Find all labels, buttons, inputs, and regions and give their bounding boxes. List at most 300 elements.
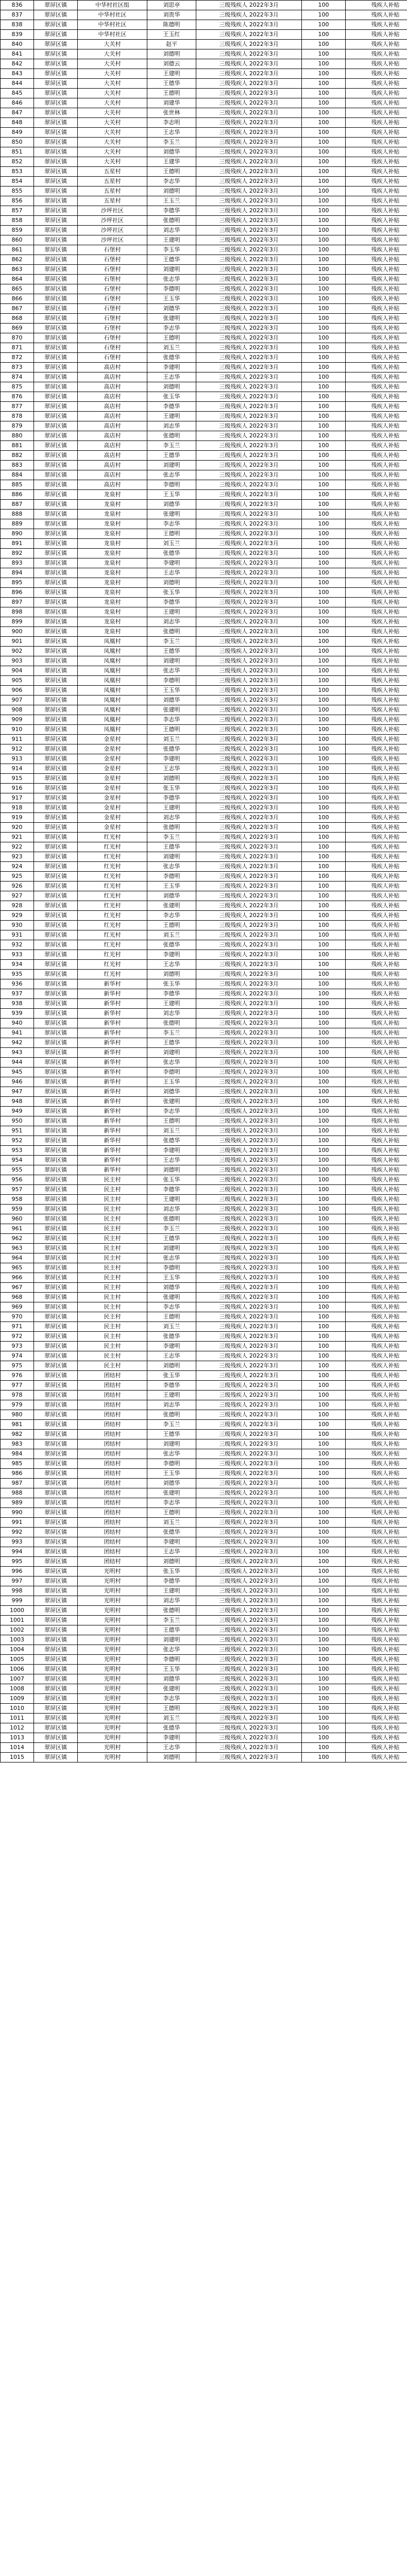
table-cell: 新华村: [78, 1126, 147, 1136]
table-cell: 100: [302, 1723, 346, 1733]
table-cell: 残疾人补贴: [346, 314, 407, 324]
table-cell: 翠屏区镇: [34, 1136, 78, 1146]
table-cell: 龙泉村: [78, 529, 147, 539]
table-cell: 三级残疾人 2022年3月: [196, 1067, 302, 1077]
table-cell: 残疾人补贴: [346, 69, 407, 79]
table-cell: 石堡村: [78, 255, 147, 265]
table-cell: 999: [1, 1596, 34, 1606]
table-cell: 翠屏区镇: [34, 1332, 78, 1342]
table-cell: 100: [302, 1371, 346, 1381]
table-cell: 100: [302, 1107, 346, 1116]
table-cell: 944: [1, 1058, 34, 1067]
table-cell: 100: [302, 676, 346, 686]
table-cell: 948: [1, 1097, 34, 1107]
table-cell: 三级残疾人 2022年3月: [196, 1459, 302, 1469]
table-cell: 100: [302, 1244, 346, 1253]
table-cell: 残疾人补贴: [346, 1391, 407, 1400]
table-cell: 三级残疾人 2022年3月: [196, 1283, 302, 1293]
table-cell: 李德明: [147, 1263, 196, 1273]
table-cell: 三级残疾人 2022年3月: [196, 1185, 302, 1195]
table-cell: 100: [302, 930, 346, 940]
table-cell: 985: [1, 1459, 34, 1469]
table-cell: 翠屏区镇: [34, 1586, 78, 1596]
table-cell: 新华村: [78, 1156, 147, 1165]
table-cell: 翠屏区镇: [34, 187, 78, 196]
table-cell: 团结村: [78, 1537, 147, 1547]
table-cell: 100: [302, 441, 346, 451]
table-cell: 翠屏区镇: [34, 1488, 78, 1498]
table-cell: 三级残疾人 2022年3月: [196, 656, 302, 666]
table-cell: 残疾人补贴: [346, 793, 407, 803]
table-cell: 993: [1, 1537, 34, 1547]
table-cell: 100: [302, 744, 346, 754]
table-cell: 金星村: [78, 784, 147, 793]
table-cell: 刘德明: [147, 187, 196, 196]
table-cell: 光明村: [78, 1704, 147, 1714]
table-cell: 863: [1, 265, 34, 275]
table-cell: 王志华: [147, 1351, 196, 1361]
table-cell: 958: [1, 1195, 34, 1205]
table-cell: 翠屏区镇: [34, 1625, 78, 1635]
table-cell: 三级残疾人 2022年3月: [196, 1567, 302, 1577]
table-cell: 残疾人补贴: [346, 1185, 407, 1195]
table-cell: 翠屏区镇: [34, 461, 78, 470]
table-row: [1, 333, 407, 343]
table-cell: 光明村: [78, 1665, 147, 1674]
table-cell: 100: [302, 108, 346, 118]
table-cell: 931: [1, 930, 34, 940]
table-cell: 100: [302, 901, 346, 911]
table-cell: 翠屏区镇: [34, 59, 78, 69]
table-cell: 大关村: [78, 59, 147, 69]
table-cell: 金星村: [78, 754, 147, 764]
table-cell: 张德华: [147, 1528, 196, 1537]
table-cell: 907: [1, 696, 34, 705]
table-cell: 残疾人补贴: [346, 421, 407, 431]
table-cell: 红光村: [78, 960, 147, 970]
table-cell: 大关村: [78, 128, 147, 138]
table-cell: 残疾人补贴: [346, 138, 407, 147]
table-cell: 李玉华: [147, 245, 196, 255]
table-cell: 刘建明: [147, 852, 196, 862]
table-cell: 翠屏区镇: [34, 206, 78, 216]
table-cell: 100: [302, 1655, 346, 1665]
table-row: [1, 1557, 407, 1567]
table-cell: 龙泉村: [78, 617, 147, 627]
table-cell: 100: [302, 979, 346, 989]
table-cell: 翠屏区镇: [34, 784, 78, 793]
table-cell: 1013: [1, 1733, 34, 1743]
table-cell: 新华村: [78, 1116, 147, 1126]
table-cell: 841: [1, 49, 34, 59]
table-cell: 凤凰村: [78, 666, 147, 676]
table-cell: 李德华: [147, 1381, 196, 1391]
table-cell: 光明村: [78, 1655, 147, 1665]
table-cell: 100: [302, 1253, 346, 1263]
table-cell: 翠屏区镇: [34, 402, 78, 412]
table-row: [1, 1665, 407, 1674]
table-cell: 残疾人补贴: [346, 1244, 407, 1253]
table-cell: 三级残疾人 2022年3月: [196, 862, 302, 872]
table-cell: 927: [1, 891, 34, 901]
table-cell: 残疾人补贴: [346, 1469, 407, 1479]
table-cell: 红光村: [78, 921, 147, 930]
table-cell: 三级残疾人 2022年3月: [196, 1469, 302, 1479]
table-cell: 翠屏区镇: [34, 1547, 78, 1557]
table-cell: 团结村: [78, 1430, 147, 1439]
table-cell: 969: [1, 1302, 34, 1312]
table-row: [1, 1214, 407, 1224]
table-cell: 刘建明: [147, 656, 196, 666]
table-cell: 三级残疾人 2022年3月: [196, 1097, 302, 1107]
table-row: [1, 872, 407, 882]
table-cell: 残疾人补贴: [346, 1479, 407, 1488]
table-cell: 100: [302, 862, 346, 872]
table-cell: 翠屏区镇: [34, 656, 78, 666]
table-cell: 李玉兰: [147, 1616, 196, 1625]
table-cell: 团结村: [78, 1449, 147, 1459]
table-cell: 王建明: [147, 412, 196, 421]
table-cell: 100: [302, 412, 346, 421]
table-cell: 翠屏区镇: [34, 1674, 78, 1684]
table-cell: 三级残疾人 2022年3月: [196, 304, 302, 314]
table-cell: 翠屏区镇: [34, 1714, 78, 1723]
table-cell: 红光村: [78, 970, 147, 979]
table-row: [1, 833, 407, 842]
table-cell: 1005: [1, 1655, 34, 1665]
table-cell: 残疾人补贴: [346, 1077, 407, 1087]
table-cell: 残疾人补贴: [346, 1195, 407, 1205]
table-cell: 新华村: [78, 1077, 147, 1087]
table-cell: 翠屏区镇: [34, 1723, 78, 1733]
table-cell: 残疾人补贴: [346, 715, 407, 725]
table-cell: 859: [1, 226, 34, 235]
table-cell: 954: [1, 1156, 34, 1165]
table-cell: 高店村: [78, 363, 147, 372]
table-cell: 翠屏区镇: [34, 1048, 78, 1058]
table-cell: 851: [1, 147, 34, 157]
table-cell: 残疾人补贴: [346, 686, 407, 696]
table-cell: 张志华: [147, 666, 196, 676]
table-cell: 三级残疾人 2022年3月: [196, 1420, 302, 1430]
table-cell: 翠屏区镇: [34, 1273, 78, 1283]
table-cell: 红光村: [78, 930, 147, 940]
table-cell: 新华村: [78, 1058, 147, 1067]
table-cell: 李志华: [147, 1694, 196, 1704]
table-cell: 李德华: [147, 1577, 196, 1586]
table-cell: 李志华: [147, 1107, 196, 1116]
table-cell: 845: [1, 89, 34, 98]
table-cell: 956: [1, 1175, 34, 1185]
table-cell: 872: [1, 353, 34, 363]
table-cell: 残疾人补贴: [346, 1361, 407, 1371]
table-cell: 残疾人补贴: [346, 304, 407, 314]
table-cell: 李德华: [147, 1185, 196, 1195]
table-cell: 三级残疾人 2022年3月: [196, 950, 302, 960]
table-cell: 团结村: [78, 1391, 147, 1400]
table-cell: 残疾人补贴: [346, 852, 407, 862]
table-row: [1, 1733, 407, 1743]
table-cell: 残疾人补贴: [346, 578, 407, 588]
table-cell: 民主村: [78, 1205, 147, 1214]
table-cell: 100: [302, 510, 346, 519]
table-cell: 残疾人补贴: [346, 1371, 407, 1381]
table-cell: 三级残疾人 2022年3月: [196, 1586, 302, 1596]
table-row: [1, 343, 407, 353]
table-cell: 100: [302, 784, 346, 793]
table-cell: 946: [1, 1077, 34, 1087]
table-cell: 翠屏区镇: [34, 1, 78, 10]
table-cell: 三级残疾人 2022年3月: [196, 529, 302, 539]
table-cell: 刘玉兰: [147, 930, 196, 940]
table-cell: 三级残疾人 2022年3月: [196, 382, 302, 392]
table-cell: 李玉兰: [147, 1420, 196, 1430]
table-cell: 翠屏区镇: [34, 147, 78, 157]
table-cell: 李玉兰: [147, 637, 196, 647]
table-cell: 残疾人补贴: [346, 79, 407, 89]
table-cell: 翠屏区镇: [34, 666, 78, 676]
table-cell: 三级残疾人 2022年3月: [196, 1704, 302, 1714]
table-row: [1, 1577, 407, 1586]
table-cell: 三级残疾人 2022年3月: [196, 461, 302, 470]
table-cell: 李志华: [147, 324, 196, 333]
table-cell: 三级残疾人 2022年3月: [196, 69, 302, 79]
table-cell: 三级残疾人 2022年3月: [196, 1439, 302, 1449]
table-cell: 团结村: [78, 1469, 147, 1479]
table-cell: 光明村: [78, 1616, 147, 1625]
table-cell: 王建明: [147, 999, 196, 1009]
table-cell: 团结村: [78, 1498, 147, 1508]
table-row: [1, 490, 407, 500]
table-row: [1, 20, 407, 30]
table-cell: 李建明: [147, 950, 196, 960]
table-cell: 100: [302, 872, 346, 882]
table-cell: 三级残疾人 2022年3月: [196, 372, 302, 382]
table-cell: 新华村: [78, 1107, 147, 1116]
table-cell: 翠屏区镇: [34, 1077, 78, 1087]
table-cell: 龙泉村: [78, 490, 147, 500]
table-cell: 三级残疾人 2022年3月: [196, 1195, 302, 1205]
table-cell: 翠屏区镇: [34, 265, 78, 275]
table-cell: 三级残疾人 2022年3月: [196, 1146, 302, 1156]
table-row: [1, 1019, 407, 1028]
table-cell: 凤凰村: [78, 686, 147, 696]
table-cell: 残疾人补贴: [346, 598, 407, 607]
table-cell: 翠屏区镇: [34, 568, 78, 578]
table-cell: 大关村: [78, 157, 147, 167]
table-cell: 残疾人补贴: [346, 1723, 407, 1733]
table-cell: 刘玉兰: [147, 735, 196, 744]
table-cell: 880: [1, 431, 34, 441]
table-cell: 100: [302, 187, 346, 196]
table-cell: 100: [302, 1263, 346, 1273]
table-row: [1, 970, 407, 979]
table-cell: 残疾人补贴: [346, 1312, 407, 1322]
table-cell: 残疾人补贴: [346, 235, 407, 245]
table-cell: 残疾人补贴: [346, 744, 407, 754]
table-row: [1, 284, 407, 294]
table-cell: 三级残疾人 2022年3月: [196, 98, 302, 108]
table-row: [1, 363, 407, 372]
table-cell: 残疾人补贴: [346, 764, 407, 774]
table-cell: 1001: [1, 1616, 34, 1625]
table-cell: 940: [1, 1019, 34, 1028]
table-cell: 840: [1, 40, 34, 49]
table-cell: 100: [302, 1606, 346, 1616]
table-cell: 100: [302, 1616, 346, 1625]
table-cell: 龙泉村: [78, 510, 147, 519]
table-cell: 残疾人补贴: [346, 1293, 407, 1302]
table-cell: 刘玉兰: [147, 343, 196, 353]
table-cell: 残疾人补贴: [346, 245, 407, 255]
table-cell: 团结村: [78, 1528, 147, 1537]
table-cell: 王建明: [147, 1391, 196, 1400]
table-cell: 953: [1, 1146, 34, 1156]
table-cell: 100: [302, 1283, 346, 1293]
table-cell: 翠屏区镇: [34, 901, 78, 911]
table-row: [1, 1293, 407, 1302]
table-row: [1, 402, 407, 412]
table-cell: 988: [1, 1488, 34, 1498]
table-cell: 三级残疾人 2022年3月: [196, 1665, 302, 1674]
table-cell: 翠屏区镇: [34, 823, 78, 833]
table-cell: 翠屏区镇: [34, 617, 78, 627]
table-cell: 100: [302, 1273, 346, 1283]
table-row: [1, 1596, 407, 1606]
table-cell: 100: [302, 1038, 346, 1048]
table-row: [1, 108, 407, 118]
table-cell: 光明村: [78, 1714, 147, 1723]
table-cell: 张志华: [147, 1449, 196, 1459]
table-cell: 残疾人补贴: [346, 1322, 407, 1332]
table-cell: 残疾人补贴: [346, 255, 407, 265]
table-cell: 939: [1, 1009, 34, 1019]
table-cell: 王德明: [147, 1312, 196, 1322]
table-cell: 翠屏区镇: [34, 1479, 78, 1488]
table-cell: 翠屏区镇: [34, 1293, 78, 1302]
table-cell: 中华村社区: [78, 10, 147, 20]
table-cell: 856: [1, 196, 34, 206]
table-cell: 三级残疾人 2022年3月: [196, 275, 302, 284]
table-cell: 残疾人补贴: [346, 20, 407, 30]
table-cell: 925: [1, 872, 34, 882]
table-cell: 新华村: [78, 1097, 147, 1107]
table-cell: 刘玉兰: [147, 1714, 196, 1723]
table-cell: 100: [302, 656, 346, 666]
table-cell: 残疾人补贴: [346, 1263, 407, 1273]
table-cell: 三级残疾人 2022年3月: [196, 363, 302, 372]
table-cell: 翠屏区镇: [34, 118, 78, 128]
table-cell: 残疾人补贴: [346, 813, 407, 823]
table-cell: 李建明: [147, 1537, 196, 1547]
table-cell: 翠屏区镇: [34, 1156, 78, 1165]
table-row: [1, 275, 407, 284]
table-cell: 三级残疾人 2022年3月: [196, 1684, 302, 1694]
table-row: [1, 1586, 407, 1596]
table-row: [1, 1077, 407, 1087]
table-row: [1, 98, 407, 108]
table-cell: 翠屏区镇: [34, 1439, 78, 1449]
table-cell: 三级残疾人 2022年3月: [196, 784, 302, 793]
table-row: [1, 1684, 407, 1694]
table-cell: 残疾人补贴: [346, 294, 407, 304]
table-cell: 王建明: [147, 235, 196, 245]
table-cell: 100: [302, 157, 346, 167]
table-cell: 翠屏区镇: [34, 1214, 78, 1224]
table-cell: 917: [1, 793, 34, 803]
table-cell: 红光村: [78, 950, 147, 960]
table-cell: 王玉华: [147, 1077, 196, 1087]
table-row: [1, 1116, 407, 1126]
table-cell: 残疾人补贴: [346, 1224, 407, 1234]
table-cell: 三级残疾人 2022年3月: [196, 10, 302, 20]
table-cell: 三级残疾人 2022年3月: [196, 1635, 302, 1645]
table-row: [1, 1753, 407, 1762]
table-cell: 王志华: [147, 372, 196, 382]
table-cell: 刘德明: [147, 774, 196, 784]
table-cell: 100: [302, 1459, 346, 1469]
table-cell: 894: [1, 568, 34, 578]
table-row: [1, 1009, 407, 1019]
table-row: [1, 1126, 407, 1136]
table-cell: 张德明: [147, 823, 196, 833]
table-cell: 三级残疾人 2022年3月: [196, 1400, 302, 1410]
table-cell: 残疾人补贴: [346, 1596, 407, 1606]
table-cell: 凤凰村: [78, 725, 147, 735]
table-cell: 100: [302, 1312, 346, 1322]
table-cell: 残疾人补贴: [346, 950, 407, 960]
table-cell: 翠屏区镇: [34, 20, 78, 30]
table-cell: 三级残疾人 2022年3月: [196, 1302, 302, 1312]
table-cell: 张世林: [147, 108, 196, 118]
table-cell: 三级残疾人 2022年3月: [196, 588, 302, 598]
table-cell: 民主村: [78, 1293, 147, 1302]
table-row: [1, 891, 407, 901]
table-cell: 凤凰村: [78, 656, 147, 666]
table-cell: 100: [302, 1420, 346, 1430]
table-row: [1, 441, 407, 451]
table-cell: 三级残疾人 2022年3月: [196, 1645, 302, 1655]
table-cell: 888: [1, 510, 34, 519]
table-cell: 张建明: [147, 901, 196, 911]
table-cell: 三级残疾人 2022年3月: [196, 1116, 302, 1126]
table-cell: 中华村社区: [78, 30, 147, 40]
table-cell: 刘玉兰: [147, 1322, 196, 1332]
table-cell: 三级残疾人 2022年3月: [196, 705, 302, 715]
table-cell: 翠屏区镇: [34, 1537, 78, 1547]
table-cell: 三级残疾人 2022年3月: [196, 324, 302, 333]
table-cell: 翠屏区镇: [34, 578, 78, 588]
table-row: [1, 588, 407, 598]
table-cell: 残疾人补贴: [346, 412, 407, 421]
table-cell: 100: [302, 637, 346, 647]
table-cell: 翠屏区镇: [34, 1224, 78, 1234]
table-cell: 三级残疾人 2022年3月: [196, 1479, 302, 1488]
table-cell: 100: [302, 265, 346, 275]
table-cell: 张玉华: [147, 1567, 196, 1577]
table-cell: 翠屏区镇: [34, 1498, 78, 1508]
table-cell: 残疾人补贴: [346, 461, 407, 470]
table-cell: 李德华: [147, 402, 196, 412]
table-cell: 残疾人补贴: [346, 1616, 407, 1625]
table-cell: 翠屏区镇: [34, 774, 78, 784]
table-cell: 凤凰村: [78, 715, 147, 725]
table-cell: 896: [1, 588, 34, 598]
table-cell: 100: [302, 343, 346, 353]
table-cell: 翠屏区镇: [34, 245, 78, 255]
table-cell: 100: [302, 1694, 346, 1704]
table-cell: 三级残疾人 2022年3月: [196, 989, 302, 999]
